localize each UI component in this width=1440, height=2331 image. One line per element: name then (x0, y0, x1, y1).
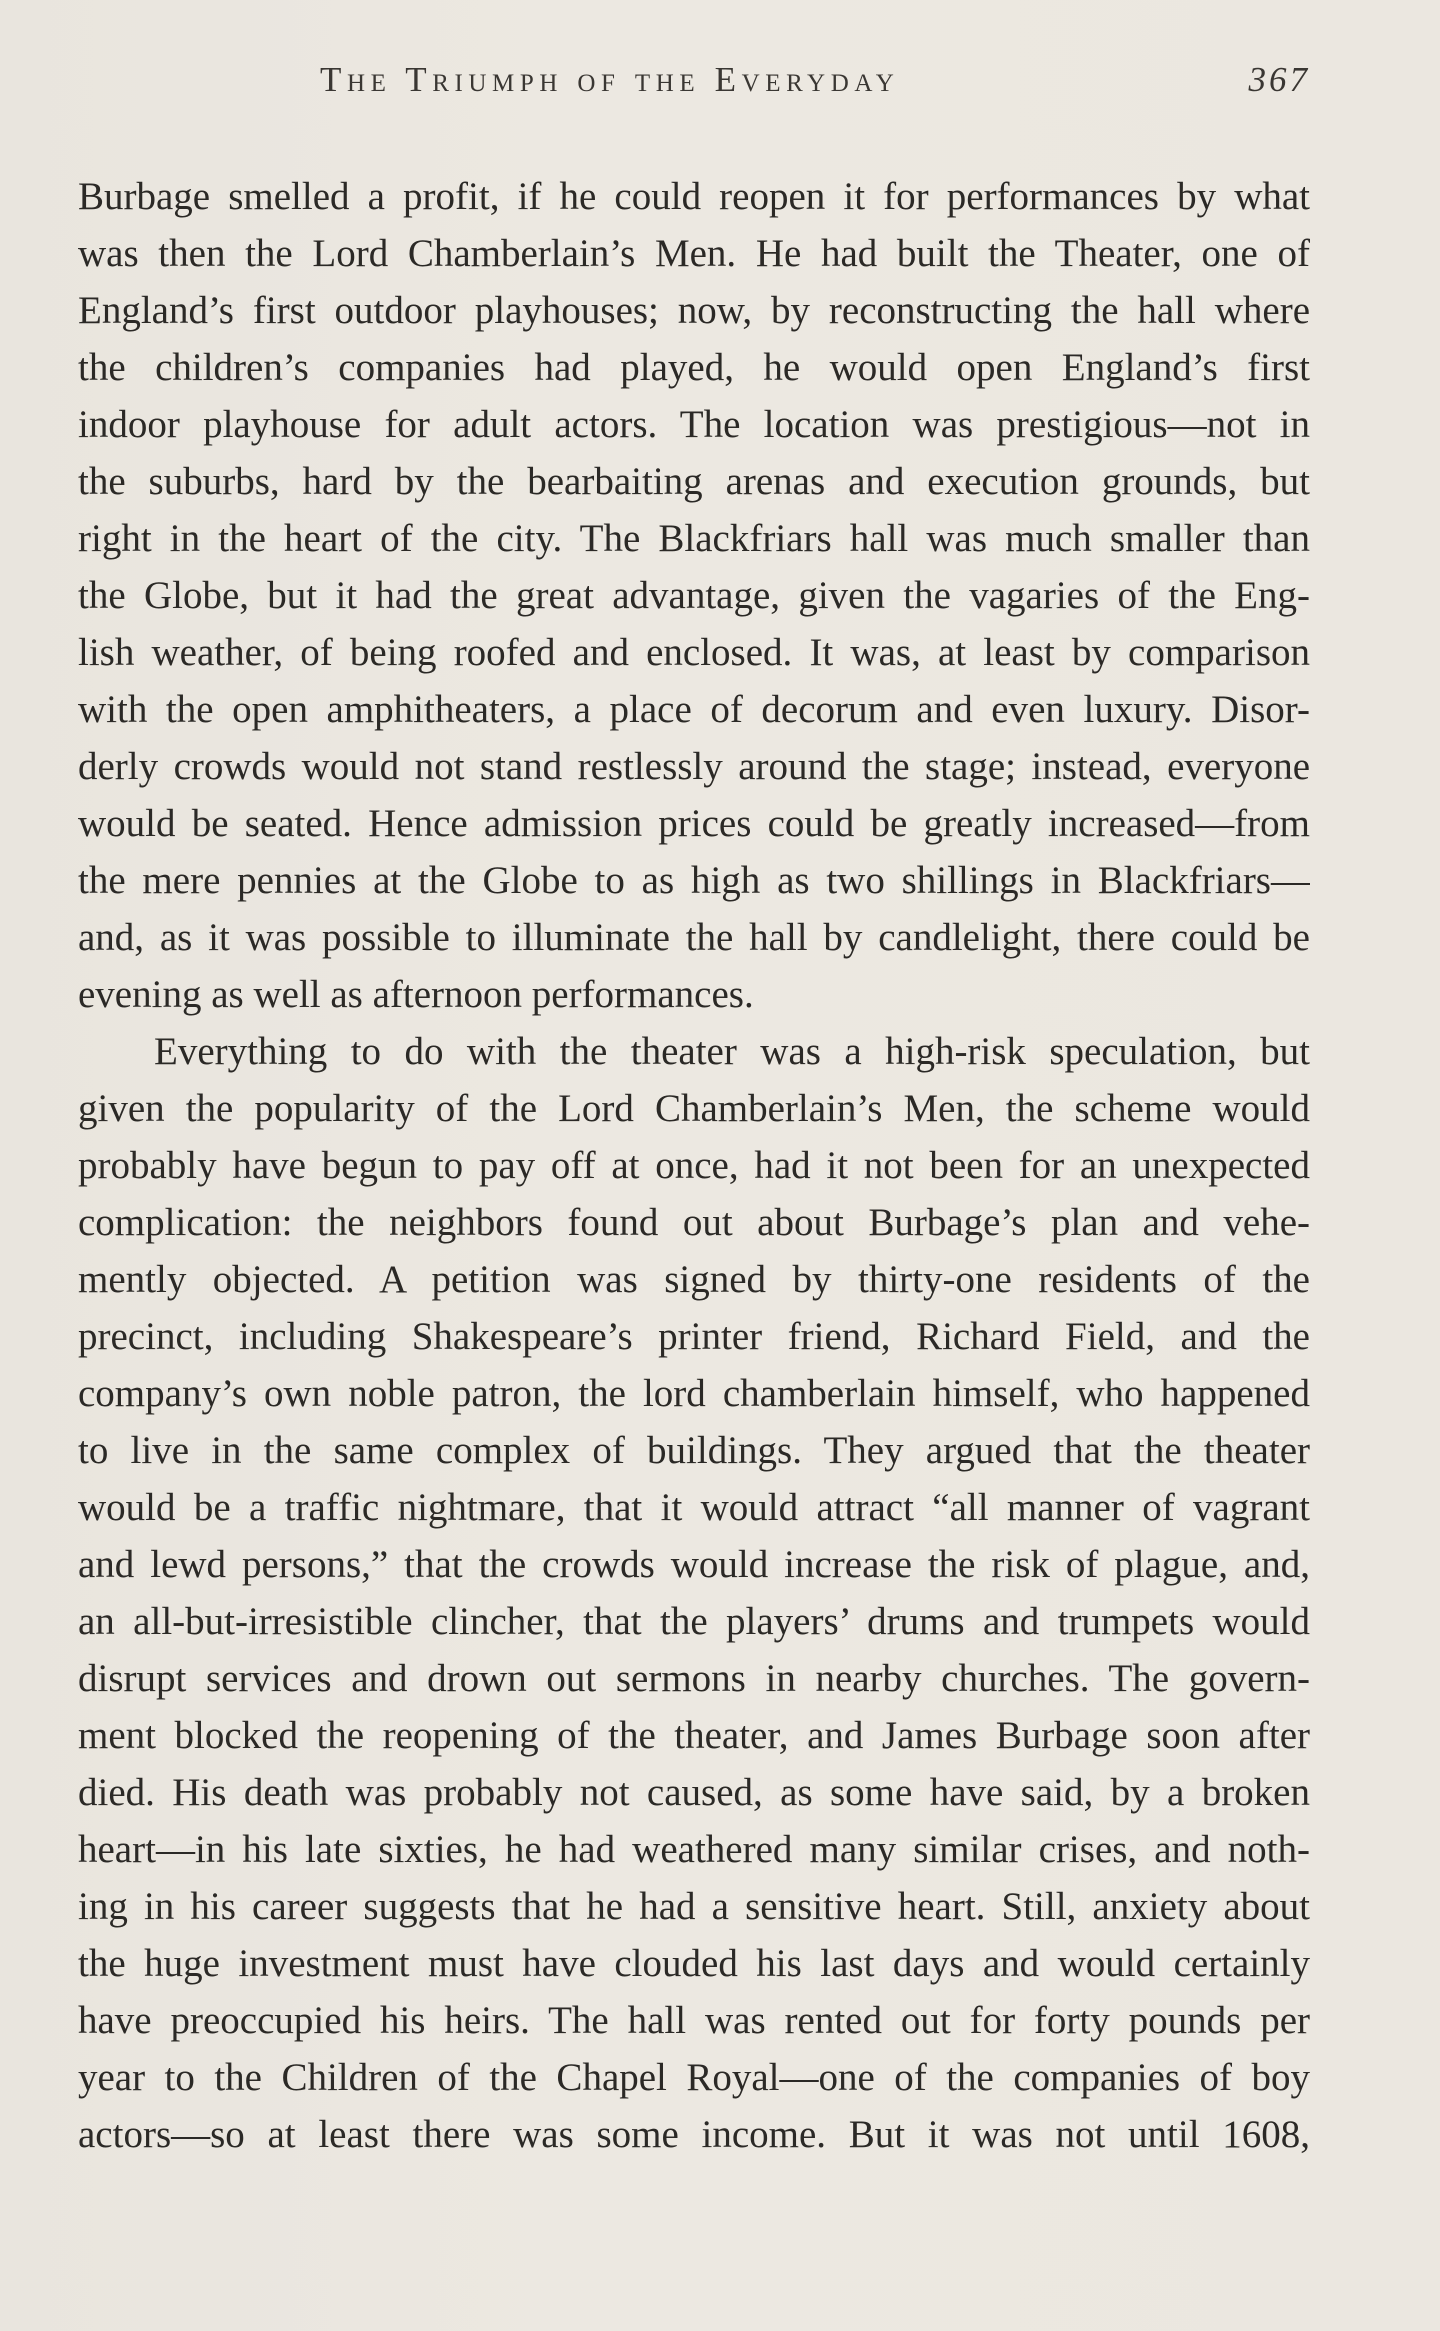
text-line: precinct, including Shakespeare’s printer friend, Richard Field, and the (78, 1315, 1310, 1358)
text-line: disrupt services and drown out sermons in nearby churches. The govern- (78, 1657, 1310, 1700)
text-line: died. His death was probably not caused, as some have said, by a broken (78, 1771, 1310, 1814)
text-line: the children’s companies had played, he would open England’s first (78, 346, 1310, 389)
text-line: the mere pennies at the Globe to as high as two shillings in Blackfriars— (78, 859, 1310, 902)
paragraph (78, 168, 1310, 1023)
body-text (78, 168, 1310, 2163)
text-line: the huge investment must have clouded his last days and would certainly (78, 1942, 1310, 1985)
page-number: 367 (1248, 60, 1310, 99)
text-line: probably have begun to pay off at once, had it not been for an unexpected (78, 1144, 1310, 1187)
text-line: actors—so at least there was some income. But it was not until 1608, (78, 2113, 1310, 2156)
text-line: an all-but-irresistible clincher, that the players’ drums and trumpets would (78, 1600, 1310, 1643)
text-line: would be a traffic nightmare, that it would attract “all manner of vagrant (78, 1486, 1310, 1529)
text-line: the Globe, but it had the great advantage, given the vagaries of the Eng- (78, 574, 1310, 617)
text-line: right in the heart of the city. The Blackfriars hall was much smaller than (78, 517, 1310, 560)
text-line: have preoccupied his heirs. The hall was rented out for forty pounds per (78, 1999, 1310, 2042)
text-line: Burbage smelled a profit, if he could reopen it for performances by what (78, 175, 1310, 218)
text-line: England’s first outdoor playhouses; now, by reconstructing the hall where (78, 289, 1310, 332)
text-line: ing in his career suggests that he had a sensitive heart. Still, anxiety about (78, 1885, 1310, 1928)
text-line: year to the Children of the Chapel Royal—one of the companies of boy (78, 2056, 1310, 2099)
text-line: evening as well as afternoon performances. (78, 973, 754, 1016)
text-line: ment blocked the reopening of the theater, and James Burbage soon after (78, 1714, 1310, 1757)
text-line: was then the Lord Chamberlain’s Men. He had built the Theater, one of (78, 232, 1310, 275)
text-line: lish weather, of being roofed and enclosed. It was, at least by comparison (78, 631, 1310, 674)
text-line: with the open amphitheaters, a place of decorum and even luxury. Disor- (78, 688, 1310, 731)
text-line: to live in the same complex of buildings. They argued that the theater (78, 1429, 1310, 1472)
text-line: and, as it was possible to illuminate the hall by candlelight, there could be (78, 916, 1310, 959)
text-line: derly crowds would not stand restlessly around the stage; instead, everyone (78, 745, 1310, 788)
text-line: and lewd persons,” that the crowds would increase the risk of plague, and, (78, 1543, 1310, 1586)
running-head (80, 60, 1310, 120)
text-line: indoor playhouse for adult actors. The location was prestigious—not in (78, 403, 1310, 446)
paragraph (78, 1023, 1310, 2163)
text-line: the suburbs, hard by the bearbaiting arenas and execution grounds, but (78, 460, 1310, 503)
text-line: given the popularity of the Lord Chamberlain’s Men, the scheme would (78, 1087, 1310, 1130)
running-title: The Triumph of the Everyday (320, 60, 900, 99)
text-line: complication: the neighbors found out about Burbage’s plan and vehe- (78, 1201, 1310, 1244)
text-line: would be seated. Hence admission prices could be greatly increased—from (78, 802, 1310, 845)
text-line: heart—in his late sixties, he had weathered many similar crises, and noth- (78, 1828, 1310, 1871)
text-line: Everything to do with the theater was a high-risk speculation, but (154, 1030, 1310, 1073)
text-line: mently objected. A petition was signed by thirty-one residents of the (78, 1258, 1310, 1301)
text-line: company’s own noble patron, the lord chamberlain himself, who happened (78, 1372, 1310, 1415)
